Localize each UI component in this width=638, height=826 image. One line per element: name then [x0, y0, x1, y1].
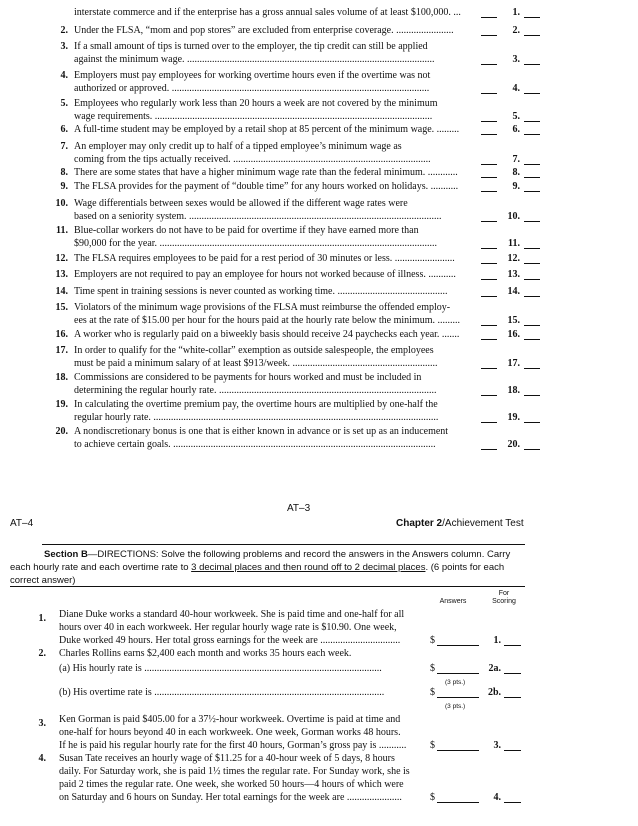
problem-number: 1. [38, 613, 46, 624]
question-line: wage requirements. ............................................................................................................... [74, 111, 433, 122]
answer-number: 8. [512, 167, 520, 178]
answer-line[interactable] [524, 279, 540, 280]
question-number: 8. [60, 167, 68, 178]
question-number: 15. [55, 302, 68, 313]
scoring-number: 4. [493, 792, 501, 803]
answer-line[interactable] [524, 221, 540, 222]
problem-line: (a) His hourly rate is ............................................................................................... [59, 663, 382, 674]
problem-text [59, 647, 424, 660]
scoring-field[interactable] [504, 750, 521, 751]
answer-line[interactable] [524, 395, 540, 396]
page-number-center: AT–3 [287, 503, 311, 514]
question-line: There are some states that have a higher minimum wage rate than the federal minimum. ............ [74, 167, 458, 178]
question-line: authorized or approved. ....................................................................................................... [74, 83, 430, 94]
question-line: Wage differentials between sexes would be allowed if the different wage rates were [74, 198, 408, 209]
question-text [74, 252, 474, 265]
question-line: An employer may only credit up to half of a tipped employee’s minimum wage as [74, 141, 402, 152]
answer-number: 3. [512, 54, 520, 65]
question-line: to achieve certain goals. ......................................................................................................... [74, 439, 436, 450]
answer-field[interactable] [437, 750, 479, 751]
answer-line[interactable] [524, 368, 540, 369]
question-line: based on a seniority system. ..................................................................................................... [74, 211, 442, 222]
question-line: A full-time student may be employed by a retail shop at 85 percent of the minimum wage. ......... [74, 124, 460, 135]
problem-line: Ken Gorman is paid $405.00 for a 37½-hour workweek. Overtime is paid at time and [59, 714, 401, 725]
answer-line[interactable] [524, 93, 540, 94]
problem-text [59, 752, 424, 804]
answer-line[interactable] [524, 164, 540, 165]
question-line: In calculating the overtime premium pay, the overtime hours are multiplied by one-half the [74, 399, 438, 410]
problem-text [59, 686, 424, 699]
question-number: 18. [55, 372, 68, 383]
answer-line[interactable] [524, 191, 540, 192]
answer-dollar-sign: $ [430, 687, 435, 698]
question-number: 20. [55, 426, 68, 437]
col-answers: Answers [439, 598, 467, 605]
question-text [74, 344, 474, 370]
scoring-number: 2a. [488, 663, 501, 674]
answer-line[interactable] [524, 64, 540, 65]
question-number: 16. [55, 329, 68, 340]
question-line: Commissions are considered to be payments for hours worked and must be included in [74, 372, 422, 383]
question-number: 7. [60, 141, 68, 152]
answer-field[interactable] [437, 673, 479, 674]
section-divider [42, 544, 525, 545]
answer-line[interactable] [524, 296, 540, 297]
answer-line[interactable] [524, 134, 540, 135]
question-line: determining the regular hourly rate. ....................................................................................... [74, 385, 437, 396]
scoring-field[interactable] [504, 645, 521, 646]
answer-number: 18. [507, 385, 520, 396]
question-text [74, 166, 474, 179]
question-text [74, 224, 474, 250]
question-text [74, 398, 474, 424]
question-line: ees at the rate of $15.00 per hour for the hours paid at the hourly rate below the minimum. ......... [74, 315, 461, 326]
question-text [74, 285, 474, 298]
question-line: Employers are not required to pay an employee for hours not worked because of illness. ........... [74, 269, 456, 280]
question-line: Time spent in training sessions is never counted as working time. ............................................ [74, 286, 448, 297]
question-number: 3. [60, 41, 68, 52]
question-line: Under the FLSA, “mom and pop stores” are excluded from enterprise coverage. ....................... [74, 25, 454, 36]
chapter-label: Chapter 2 [396, 518, 443, 529]
answer-field[interactable] [437, 802, 479, 803]
question-line: A nondiscretionary bonus is one that is either known in advance or is set up as an inducement [74, 426, 449, 437]
question-text [74, 371, 474, 397]
question-line: A worker who is regularly paid on a biweekly basis should receive 24 paychecks each year. ....... [74, 329, 460, 340]
answer-line[interactable] [524, 177, 540, 178]
question-text [74, 180, 474, 193]
answer-number: 11. [508, 238, 520, 249]
answer-dollar-sign: $ [430, 635, 435, 646]
problem-line: paid 2 times the regular rate. One week, she worked 50 hours—4 hours of which were [59, 779, 404, 790]
answer-dollar-sign: $ [430, 792, 435, 803]
answer-line[interactable] [524, 35, 540, 36]
answer-line[interactable] [524, 263, 540, 264]
question-number: 6. [60, 124, 68, 135]
question-text [74, 40, 474, 66]
problem-line: Charles Rollins earns $2,400 each month and works 35 hours each week. [59, 648, 352, 659]
problem-line: hours over 40 in each workweek. Her regular hourly wage rate is $10.90. One week, [59, 622, 397, 633]
question-line: interstate commerce and if the enterprise has a gross annual sales volume of at least $100,000. ... [74, 7, 461, 18]
chapter-suffix: /Achievement Test [442, 518, 524, 529]
answer-number: 10. [507, 211, 520, 222]
question-line: coming from the tips actually received. ............................................................................... [74, 154, 431, 165]
question-number: 2. [60, 25, 68, 36]
problem-text [59, 713, 424, 752]
question-number: 13. [55, 269, 68, 280]
question-text [74, 328, 474, 341]
col-for: For [498, 590, 510, 597]
question-text [74, 268, 474, 281]
scoring-number: 2b. [487, 687, 501, 698]
problem-line: one-half for hours beyond 40 in each workweek. One week, Gorman works 48 hours. [59, 727, 401, 738]
answer-number: 20. [507, 439, 520, 450]
directions-underlined: 3 decimal places and then round off to 2 decimal places [191, 562, 426, 573]
answer-number: 16. [507, 329, 520, 340]
question-number: 4. [60, 70, 68, 81]
section-b-directions [10, 548, 525, 587]
problem-number: 3. [38, 718, 46, 729]
answer-line[interactable] [524, 17, 540, 18]
answer-number: 7. [512, 154, 520, 165]
answer-line[interactable] [524, 422, 540, 423]
problem-line: Diane Duke works a standard 40-hour workweek. She is paid time and one-half for all [59, 609, 405, 620]
answer-field[interactable] [437, 645, 479, 646]
scoring-number: 1. [493, 635, 501, 646]
answer-line[interactable] [524, 449, 540, 450]
answer-line[interactable] [524, 121, 540, 122]
problem-line: daily. For Saturday work, she is paid 1½ times the regular rate. For Sunday work, she is [59, 766, 410, 777]
scoring-number: 3. [493, 740, 501, 751]
question-text [74, 69, 474, 95]
chapter-title [396, 518, 524, 529]
question-text [74, 24, 474, 37]
scoring-field[interactable] [504, 802, 521, 803]
problem-line: Duke worked 49 hours. Her total gross earnings for the week are ................................ [59, 635, 401, 646]
question-text [74, 425, 474, 451]
question-line: Employees who regularly work less than 20 hours a week are not covered by the minimum [74, 98, 438, 109]
answer-number: 17. [507, 358, 520, 369]
answer-line[interactable] [524, 325, 540, 326]
question-line: The FLSA requires employees to be paid for a rest period of 30 minutes or less. ........................ [74, 253, 455, 264]
answer-number: 12. [507, 253, 520, 264]
points-note: (3 pts.) [445, 679, 466, 686]
problem-line: (b) His overtime rate is ............................................................................................ [59, 687, 385, 698]
answer-number: 4. [512, 83, 520, 94]
question-line: If a small amount of tips is turned over to the employer, the tip credit can still be applied [74, 41, 428, 52]
problem-text [59, 608, 424, 647]
answer-number: 13. [507, 269, 520, 280]
question-line: Employers must pay employees for working overtime hours even if the overtime was not [74, 70, 431, 81]
answer-number: 14. [507, 286, 520, 297]
question-text [74, 123, 474, 136]
question-number: 19. [55, 399, 68, 410]
question-line: In order to qualify for the “white-collar” exemption as outside salespeople, the employees [74, 345, 434, 356]
directions-pre: —DIRECTIONS: Solve the following problems and record the answers in the Answers column. Carry each hourly rate and each overtime rate to [10, 549, 511, 573]
answer-field[interactable] [437, 697, 479, 698]
directions-rule [10, 586, 525, 587]
answer-number: 6. [512, 124, 520, 135]
question-number: 12. [55, 253, 68, 264]
answer-number: 2. [512, 25, 520, 36]
question-number: 9. [60, 181, 68, 192]
problem-line: on Saturday and 6 hours on Sunday. Her total earnings for the week are ...................... [59, 792, 402, 803]
answer-dollar-sign: $ [430, 663, 435, 674]
question-number: 17. [55, 345, 68, 356]
question-line: Violators of the minimum wage provisions of the FLSA must reimburse the offended employ- [74, 302, 451, 313]
section-b-label: Section B [44, 549, 88, 560]
page-number-left: AT–4 [10, 518, 34, 529]
question-line: regular hourly rate. .................................................................................................................. [74, 412, 439, 423]
answer-number: 5. [512, 111, 520, 122]
problem-text [59, 662, 424, 675]
col-scoring: Scoring [492, 598, 516, 605]
answer-number: 1. [512, 7, 520, 18]
question-number: 5. [60, 98, 68, 109]
question-line: against the minimum wage. ................................................................................................... [74, 54, 435, 65]
points-note: (3 pts.) [445, 703, 466, 710]
question-line: The FLSA provides for the payment of “double time” for any hours worked on holidays. ........... [74, 181, 459, 192]
answer-number: 9. [512, 181, 520, 192]
question-line: Blue-collar workers do not have to be paid for overtime if they have earned more than [74, 225, 419, 236]
scoring-field[interactable] [504, 673, 521, 674]
problem-line: Susan Tate receives an hourly wage of $11.25 for a 40-hour week of 5 days, 8 hours [59, 753, 395, 764]
question-number: 14. [55, 286, 68, 297]
question-text [74, 140, 474, 166]
question-line: $90,000 for the year. ............................................................................................................... [74, 238, 438, 249]
question-line: must be paid a minimum salary of at least $913/week. .......................................................... [74, 358, 438, 369]
answer-dollar-sign: $ [430, 740, 435, 751]
question-text [74, 197, 474, 223]
problem-number: 4. [38, 753, 46, 764]
problem-line: If he is paid his regular hourly rate for the first 40 hours, Gorman’s gross pay is ........... [59, 740, 407, 751]
problem-number: 2. [38, 648, 46, 659]
answer-number: 19. [507, 412, 520, 423]
question-number: 11. [56, 225, 68, 236]
question-text [74, 301, 474, 327]
question-text [74, 6, 474, 19]
answer-line[interactable] [524, 248, 540, 249]
question-text [74, 97, 474, 123]
directions-post: . (6 points for each correct answer) [10, 562, 505, 586]
answer-line[interactable] [524, 339, 540, 340]
question-number: 10. [55, 198, 68, 209]
answer-number: 15. [507, 315, 520, 326]
scoring-field[interactable] [504, 697, 521, 698]
